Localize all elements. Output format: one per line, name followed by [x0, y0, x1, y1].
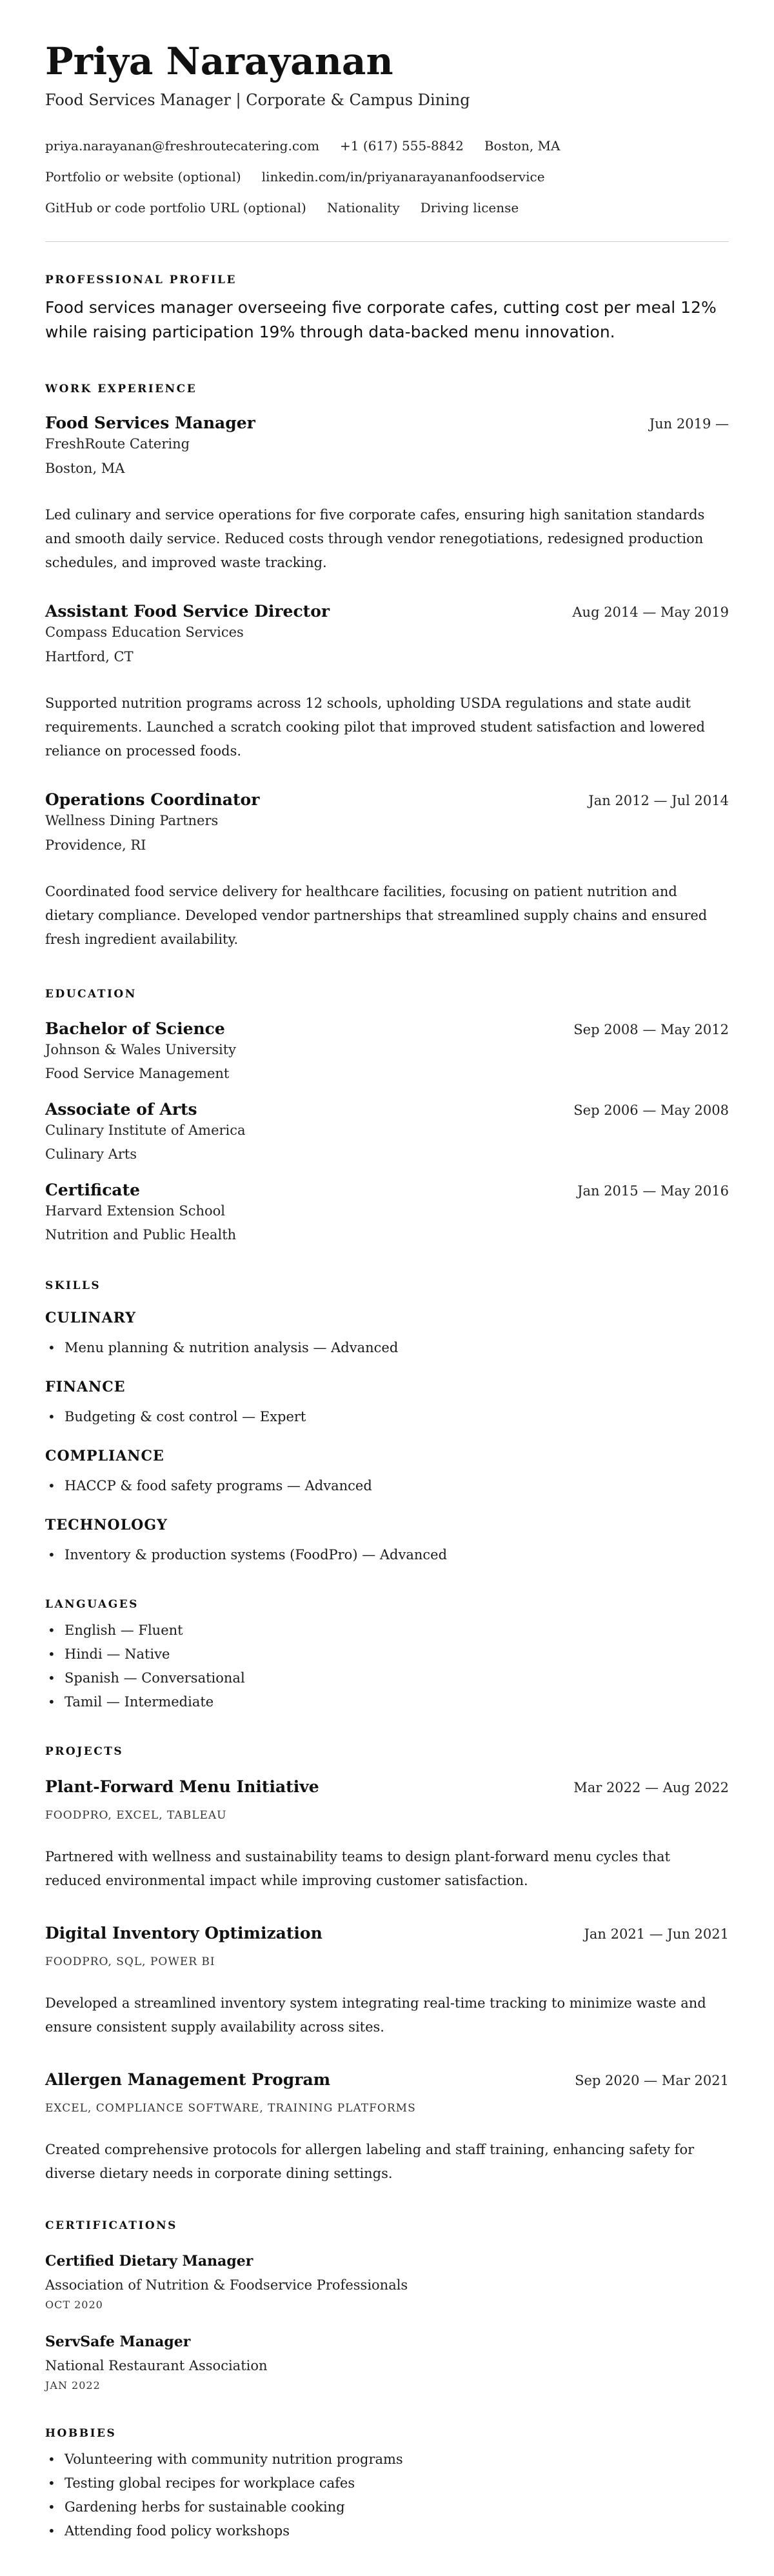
skill-item: • Budgeting & cost control — Expert — [45, 1405, 729, 1429]
github-link[interactable]: GitHub or code portfolio URL (optional) — [45, 200, 306, 215]
skill-item: • Menu planning & nutrition analysis — Advanced — [45, 1336, 729, 1360]
email-link[interactable]: priya.narayanan@freshroutecatering.com — [45, 138, 320, 154]
job-description: Led culinary and service operations for five corporate cafes, ensuring high sanitation standards and smooth daily service. Reduced costs through vendor renegotiations, redesigned production schedules, and improved waste tracking. — [45, 507, 705, 570]
job-title: Assistant Food Service Director — [45, 602, 330, 621]
linkedin-link[interactable]: linkedin.com/in/priyanarayananfoodservice — [261, 169, 545, 185]
header-divider — [45, 241, 729, 242]
projects-section — [45, 1745, 729, 2186]
certification-entry — [45, 2252, 729, 2313]
hobby-item: • Testing global recipes for workplace cafes — [45, 2471, 729, 2495]
job-dates: Jun 2019 — — [649, 416, 729, 432]
skill-category: TECHNOLOGY — [45, 1517, 168, 1533]
project-tools: FOODPRO, SQL, POWER BI — [45, 1955, 215, 1968]
job-company: Compass Education Services — [45, 624, 244, 640]
profile-section-title: PROFESSIONAL PROFILE — [45, 274, 237, 286]
language-list — [45, 1619, 729, 1714]
project-dates: Sep 2020 — Mar 2021 — [575, 2073, 729, 2088]
skill-list — [45, 1336, 729, 1360]
experience-entry — [45, 412, 729, 575]
skills-section-title: SKILLS — [45, 1279, 101, 1292]
skill-item: • Inventory & production systems (FoodPro) — Advanced — [45, 1543, 729, 1567]
project-name: Allergen Management Program — [45, 2070, 331, 2089]
projects-section-title: PROJECTS — [45, 1745, 124, 1758]
project-dates: Mar 2022 — Aug 2022 — [573, 1780, 729, 1795]
education-entry — [45, 1018, 729, 1083]
degree-title: Bachelor of Science — [45, 1019, 225, 1038]
experience-section-title: WORK EXPERIENCE — [45, 383, 197, 395]
field-of-study: Nutrition and Public Health — [45, 1227, 237, 1243]
project-description: Created comprehensive protocols for allergen labeling and staff training, enhancing safety for diverse dietary needs in corporate dining settings. — [45, 2142, 695, 2181]
field-of-study: Culinary Arts — [45, 1146, 137, 1162]
hobbies-section-title: HOBBIES — [45, 2427, 117, 2440]
job-location: Hartford, CT — [45, 649, 134, 664]
skill-list — [45, 1543, 729, 1567]
experience-entry — [45, 789, 729, 952]
education-section — [45, 988, 729, 1244]
phone-number[interactable]: +1 (617) 555-8842 — [340, 138, 464, 154]
certification-name: Certified Dietary Manager — [45, 2253, 253, 2270]
profile-section — [45, 274, 729, 344]
job-dates: Aug 2014 — May 2019 — [572, 604, 729, 620]
hobby-item: • Attending food policy workshops — [45, 2519, 729, 2543]
experience-section — [45, 383, 729, 952]
candidate-name: Priya Narayanan — [45, 39, 393, 83]
experience-entry — [45, 601, 729, 763]
education-dates: Sep 2006 — May 2008 — [573, 1103, 729, 1118]
certifications-section — [45, 2219, 729, 2393]
skill-item: • HACCP & food safety programs — Advanced — [45, 1474, 729, 1498]
hobby-item: • Gardening herbs for sustainable cooking — [45, 2495, 729, 2519]
project-tools: EXCEL, COMPLIANCE SOFTWARE, TRAINING PLATFORMS — [45, 2102, 416, 2115]
skill-list — [45, 1405, 729, 1429]
certification-name: ServSafe Manager — [45, 2333, 191, 2350]
skills-section — [45, 1279, 729, 1567]
certification-entry — [45, 2332, 729, 2393]
school-name: Harvard Extension School — [45, 1203, 225, 1219]
resume-header — [45, 39, 729, 242]
hobbies-section — [45, 2427, 729, 2543]
project-description: Partnered with wellness and sustainability teams to design plant-forward menu cycles that reduced environmental impact while improving customer satisfaction. — [45, 1849, 670, 1888]
degree-title: Associate of Arts — [45, 1100, 197, 1119]
education-dates: Sep 2008 — May 2012 — [573, 1022, 729, 1037]
certification-issuer: National Restaurant Association — [45, 2358, 268, 2373]
education-dates: Jan 2015 — May 2016 — [577, 1183, 729, 1199]
job-company: Wellness Dining Partners — [45, 813, 219, 828]
hobby-item: • Volunteering with community nutrition programs — [45, 2448, 729, 2471]
contact-row-primary — [45, 137, 729, 155]
contact-row-links — [45, 168, 729, 186]
candidate-headline: Food Services Manager | Corporate & Campus Dining — [45, 91, 470, 109]
certifications-section-title: CERTIFICATIONS — [45, 2219, 177, 2232]
degree-title: Certificate — [45, 1181, 141, 1199]
language-item: • Hindi — Native — [45, 1642, 729, 1666]
project-name: Plant-Forward Menu Initiative — [45, 1777, 319, 1796]
project-dates: Jan 2021 — Jun 2021 — [584, 1926, 729, 1942]
education-entry — [45, 1099, 729, 1164]
field-of-study: Food Service Management — [45, 1066, 230, 1081]
profile-summary: Food services manager overseeing five corporate cafes, cutting cost per meal 12% while raising participation 19% through data-backed menu innovation. — [45, 298, 717, 341]
languages-section-title: LANGUAGES — [45, 1598, 139, 1611]
job-location: Boston, MA — [45, 461, 125, 476]
job-dates: Jan 2012 — Jul 2014 — [588, 793, 729, 808]
job-description: Supported nutrition programs across 12 schools, upholding USDA regulations and state audit requirements. Launched a scratch cooking pilot that improved student satisfaction and lowered reliance on processed foods. — [45, 695, 705, 759]
project-entry — [45, 1922, 729, 2039]
portfolio-link[interactable]: Portfolio or website (optional) — [45, 169, 241, 185]
certification-date: JAN 2022 — [45, 2379, 101, 2391]
skill-category: FINANCE — [45, 1379, 126, 1395]
nationality-text: Nationality — [326, 200, 400, 215]
job-title: Food Services Manager — [45, 414, 255, 432]
job-title: Operations Coordinator — [45, 790, 260, 809]
languages-section — [45, 1598, 729, 1714]
job-company: FreshRoute Catering — [45, 436, 190, 452]
skill-category: CULINARY — [45, 1310, 136, 1326]
language-item: • Tamil — Intermediate — [45, 1690, 729, 1714]
language-item: • English — Fluent — [45, 1619, 729, 1642]
school-name: Culinary Institute of America — [45, 1123, 246, 1138]
project-entry — [45, 1776, 729, 1893]
contact-row-extra — [45, 199, 729, 217]
hobby-list — [45, 2448, 729, 2543]
project-tools: FOODPRO, EXCEL, TABLEAU — [45, 1809, 227, 1822]
certification-date: OCT 2020 — [45, 2299, 103, 2311]
project-entry — [45, 2069, 729, 2186]
language-item: • Spanish — Conversational — [45, 1666, 729, 1690]
education-entry — [45, 1179, 729, 1244]
job-location: Providence, RI — [45, 837, 146, 853]
school-name: Johnson & Wales University — [45, 1042, 237, 1057]
driving-license-text: Driving license — [420, 200, 519, 215]
location-text: Boston, MA — [484, 138, 561, 154]
job-description: Coordinated food service delivery for healthcare facilities, focusing on patient nutrition and dietary compliance. Developed vendor partnerships that streamlined supply chains and ensured fresh ingredient availability. — [45, 884, 708, 947]
project-description: Developed a streamlined inventory system integrating real-time tracking to minimize waste and ensure consistent supply availability across sites. — [45, 1995, 706, 2035]
project-name: Digital Inventory Optimization — [45, 1924, 322, 1942]
skill-list — [45, 1474, 729, 1498]
certification-issuer: Association of Nutrition & Foodservice Professionals — [45, 2277, 408, 2293]
education-section-title: EDUCATION — [45, 988, 137, 1001]
skill-category: COMPLIANCE — [45, 1448, 164, 1464]
